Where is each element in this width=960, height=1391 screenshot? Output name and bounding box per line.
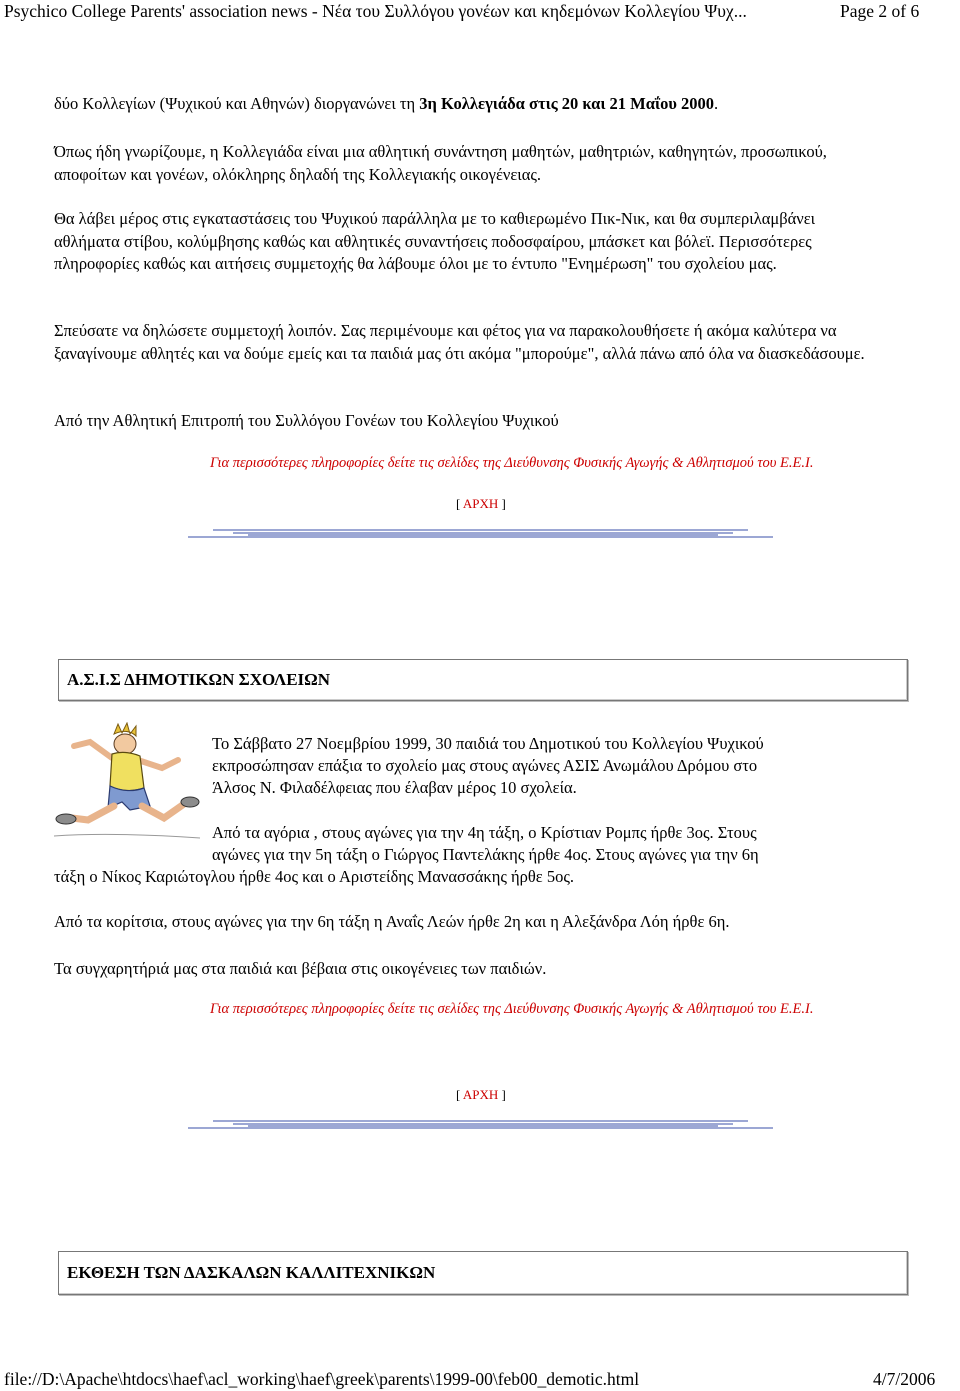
article1-home-link[interactable]: ΑΡΧΗ — [462, 496, 499, 511]
article1-paragraph-4: Σπεύσατε να δηλώσετε συμμετοχή λοιπόν. Σας περιμένουμε και φέτος για να παρακολουθήσετε ή ακόμα καλύτερα να ξαναγίνουμε αθλητές και να δούμε εμείς και τα παιδιά μας ότι ακόμα "μπορούμε", αλλά πάνω από όλα να διασκεδάσουμε. — [54, 321, 865, 363]
article1-intro-end: . — [714, 94, 719, 113]
article3-heading: ΕΚΘΕΣΗ ΤΩΝ ΔΑΣΚΑΛΩΝ ΚΑΛΛΙΤΕΧΝΙΚΩΝ — [67, 1263, 436, 1282]
article2-home-close: ] — [498, 1087, 506, 1102]
article1-paragraph-3: Θα λάβει μέρος στις εγκαταστάσεις του Ψυχικού παράλληλα με το καθιερωμένο Πικ-Νικ, και θα συμπεριλαμβάνει αθλήματα στίβου, κολύμβησης καθώς και αθλητικές συναντήσεις ποδοσφαίρου, μπάσκετ και βόλεϊ. Περισσότερες πληροφορίες καθώς και αιτήσεις συμμετοχής θα λάβουμε όλοι με το έντυπο "Ενημέρωση" του σχολείου μας. — [54, 209, 816, 273]
article2-heading-box — [58, 659, 908, 701]
article1-intro-bold: 3η Κολλεγιάδα στις 20 και 21 Μαΐου 2000 — [419, 94, 715, 113]
article1-home-close: ] — [498, 496, 506, 511]
article2-p1-line2: εκπροσώπησαν επάξια το σχολείο μας στους αγώνες ΑΣΙΣ Ανωμάλου Δρόμου στο — [212, 756, 758, 775]
decorative-rule-1 — [188, 527, 778, 541]
article1-home-open: [ — [456, 496, 463, 511]
decorative-rule-2 — [188, 1118, 778, 1132]
article1-intro — [54, 93, 718, 116]
article2-paragraph-3: Από τα κορίτσια, στους αγώνες για την 6η τάξη η Αναΐς Λεών ήρθε 2η και η Αλεξάνδρα Λόη ήρθε 6η. — [54, 912, 730, 931]
article2-more-info-link[interactable]: Για περισσότερες πληροφορίες δείτε τις σελίδες της Διεύθυνσης Φυσικής Αγωγής & Αθλητισμού του Ε.Ε.Ι. — [210, 1001, 814, 1017]
print-footer-path: file://D:\Apache\htdocs\haef\acl_working\haef\greek\parents\1999-00\feb00_demotic.html — [4, 1369, 640, 1389]
article2-p2-line3: τάξη ο Νίκος Καριώτογλου ήρθε 4ος και ο Αριστείδης Μανασσάκης ήρθε 5ος. — [54, 867, 574, 886]
article2-paragraph-4: Τα συγχαρητήριά μας στα παιδιά και βέβαια στις οικογένειες των παιδιών. — [54, 959, 547, 978]
article2-p1-line3: Άλσος Ν. Φιλαδέλφειας που έλαβαν μέρος 10 σχολεία. — [212, 778, 577, 797]
article1-signature: Από την Αθλητική Επιτροπή του Συλλόγου Γονέων του Κολλεγίου Ψυχικού — [54, 411, 559, 430]
print-header-title: Psychico College Parents' association news - Νέα του Συλλόγου γονέων και κηδεμόνων Κολλεγίου Ψυχ... — [4, 1, 747, 21]
article2-home-nav — [456, 1087, 506, 1103]
print-footer-date: 4/7/2006 — [873, 1369, 936, 1389]
runner-clipart-image — [52, 722, 202, 842]
article3-heading-box — [58, 1251, 908, 1295]
article2-p2-line1: Από τα αγόρια , στους αγώνες για την 4η τάξη, ο Κρίστιαν Ρομπς ήρθε 3ος. Στους — [212, 823, 757, 842]
article1-more-info-link[interactable]: Για περισσότερες πληροφορίες δείτε τις σελίδες της Διεύθυνσης Φυσικής Αγωγής & Αθλητισμού του Ε.Ε.Ι. — [210, 455, 814, 471]
article1-paragraph-2: Όπως ήδη γνωρίζουμε, η Κολλεγιάδα είναι μια αθλητική συνάντηση μαθητών, μαθητριών, καθηγητών, προσωπικού, αποφοίτων και γονέων, ολόκληρης δηλαδή της Κολλεγιακής οικογένειας. — [54, 142, 827, 184]
article2-heading: Α.Σ.Ι.Σ ΔΗΜΟΤΙΚΩΝ ΣΧΟΛΕΙΩΝ — [67, 670, 331, 689]
article1-intro-text: δύο Κολλεγίων (Ψυχικού και Αθηνών) διοργανώνει τη — [54, 94, 420, 113]
article2-p1-line1: Το Σάββατο 27 Νοεμβρίου 1999, 30 παιδιά του Δημοτικού του Κολλεγίου Ψυχικού — [212, 734, 764, 753]
print-header-page: Page 2 of 6 — [840, 1, 920, 21]
article2-p2-line2: αγώνες για την 5η τάξη ο Γιώργος Παντελάκης ήρθε 4ος. Στους αγώνες για την 6η — [212, 845, 759, 864]
article2-home-open: [ — [456, 1087, 463, 1102]
article2-home-link[interactable]: ΑΡΧΗ — [462, 1087, 499, 1102]
article1-home-nav — [456, 496, 506, 512]
